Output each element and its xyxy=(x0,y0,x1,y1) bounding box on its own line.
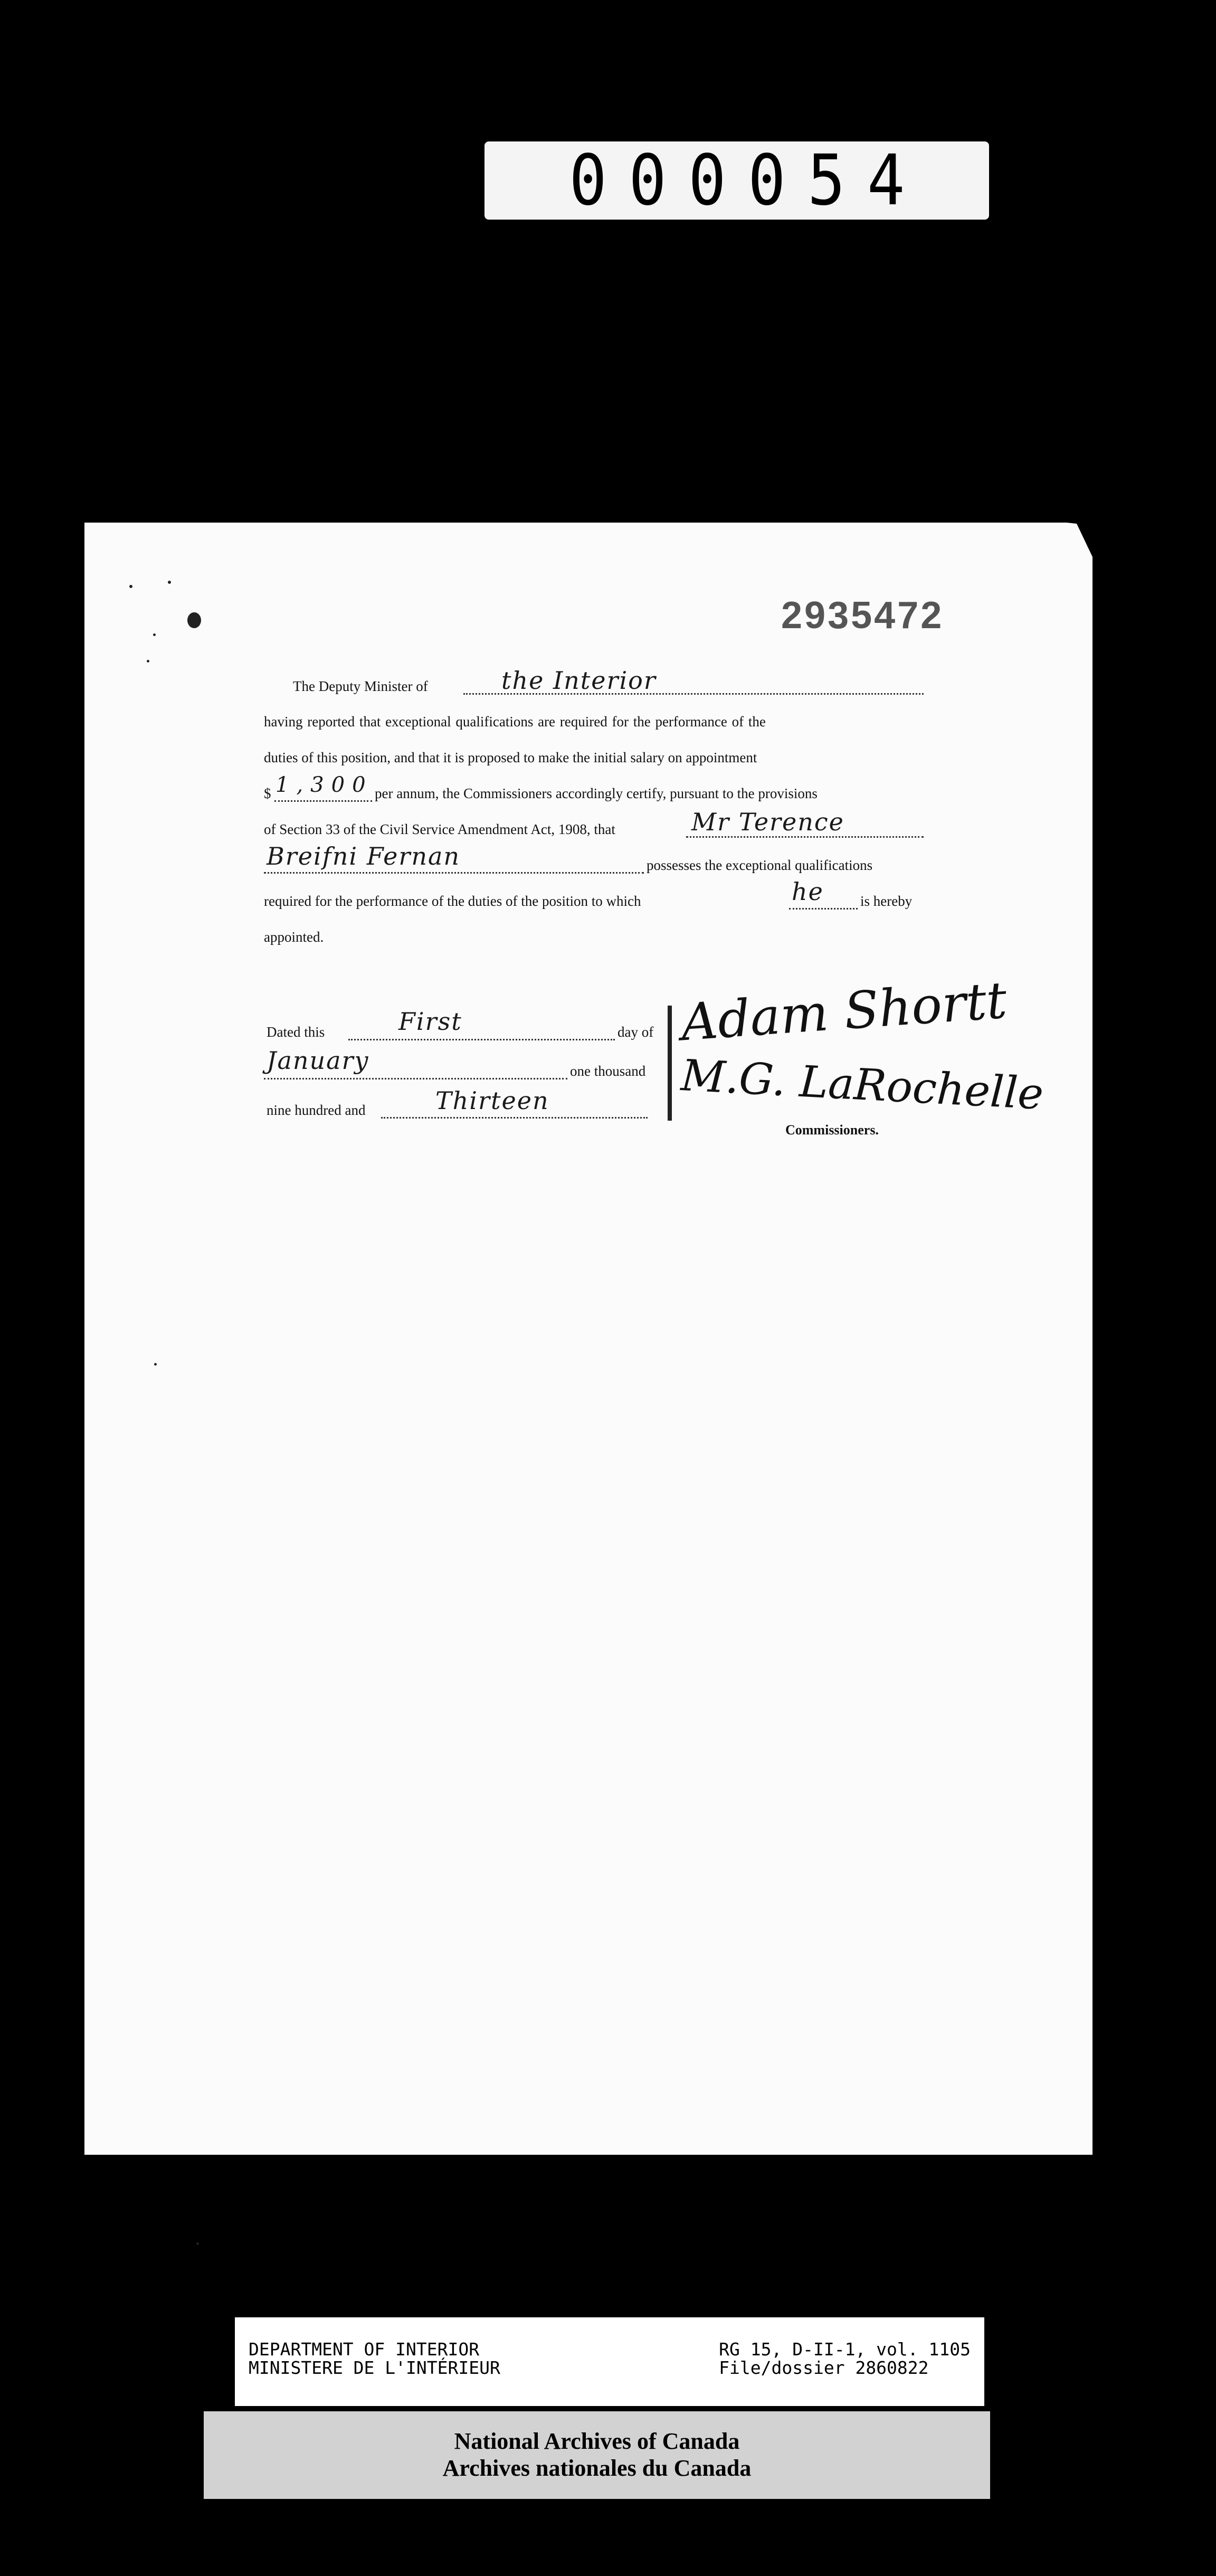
text-nine-hundred: nine hundred and xyxy=(267,1102,366,1118)
handwritten-pronoun: he xyxy=(792,877,824,906)
text-line-7: required for the performance of the duties of the position to which xyxy=(264,893,641,909)
text-line-3: duties of this position, and that it is proposed to make the initial salary on appointment xyxy=(264,750,757,765)
speck xyxy=(147,660,149,662)
handwritten-year: Thirteen xyxy=(435,1086,549,1115)
signature-adam-shortt: Adam Shortt xyxy=(679,970,1009,1053)
text-one-thousand: one thousand xyxy=(570,1063,646,1079)
fill-line xyxy=(264,872,644,874)
handwritten-name-1: Mr Terence xyxy=(691,808,844,836)
handwritten-name-2: Breifni Fernan xyxy=(267,842,461,870)
handwritten-salary: 1,300 xyxy=(276,773,373,797)
fill-line xyxy=(381,1117,648,1119)
fill-line xyxy=(686,836,924,838)
speck xyxy=(196,2242,199,2245)
text-commissioners: Commissioners. xyxy=(785,1122,879,1138)
document-page xyxy=(84,523,1092,2155)
text-deputy-minister: The Deputy Minister of xyxy=(293,678,428,694)
archive-reference-label xyxy=(235,2317,984,2406)
archives-english: National Archives of Canada xyxy=(454,2428,740,2455)
archives-french: Archives nationales du Canada xyxy=(442,2455,752,2481)
fill-line xyxy=(789,908,858,910)
text-dated-this: Dated this xyxy=(267,1024,325,1040)
handwritten-month: January xyxy=(267,1046,369,1075)
handwritten-department: the Interior xyxy=(501,666,657,695)
text-line-4: per annum, the Commissioners accordingly certify, pursuant to the provisions xyxy=(375,785,818,801)
record-group-ref: RG 15, D-II-1, vol. 1105 xyxy=(719,2339,971,2360)
archives-banner xyxy=(204,2411,990,2499)
handwritten-day: First xyxy=(398,1007,462,1036)
text-appointed: appointed. xyxy=(264,929,324,945)
speck xyxy=(154,1363,157,1366)
text-line-7-end: is hereby xyxy=(860,893,913,909)
frame-number: 000054 xyxy=(568,140,927,221)
fill-line xyxy=(264,1078,567,1079)
text-dollar: $ xyxy=(264,785,271,801)
speck xyxy=(153,633,156,636)
file-dossier-ref: File/dossier 2860822 xyxy=(719,2357,929,2378)
frame-counter xyxy=(484,141,989,220)
dept-french: MINISTERE DE L'INTÉRIEUR xyxy=(249,2357,500,2378)
text-day-of: day of xyxy=(618,1024,654,1040)
fill-line xyxy=(348,1039,615,1040)
speck xyxy=(187,612,201,628)
text-line-2: having reported that exceptional qualifications are required for the performance of the xyxy=(264,714,766,730)
speck xyxy=(168,581,171,584)
text-line-6: possesses the exceptional qualifications xyxy=(647,857,873,873)
signature-brace xyxy=(668,1006,672,1121)
signature-larochelle: M.G. LaRochelle xyxy=(679,1050,1045,1120)
speck xyxy=(129,585,132,588)
file-number-stamp: 2935472 xyxy=(781,594,944,637)
text-line-5: of Section 33 of the Civil Service Amendment Act, 1908, that xyxy=(264,821,615,837)
fill-line xyxy=(274,800,372,802)
dept-english: DEPARTMENT OF INTERIOR xyxy=(249,2339,480,2360)
